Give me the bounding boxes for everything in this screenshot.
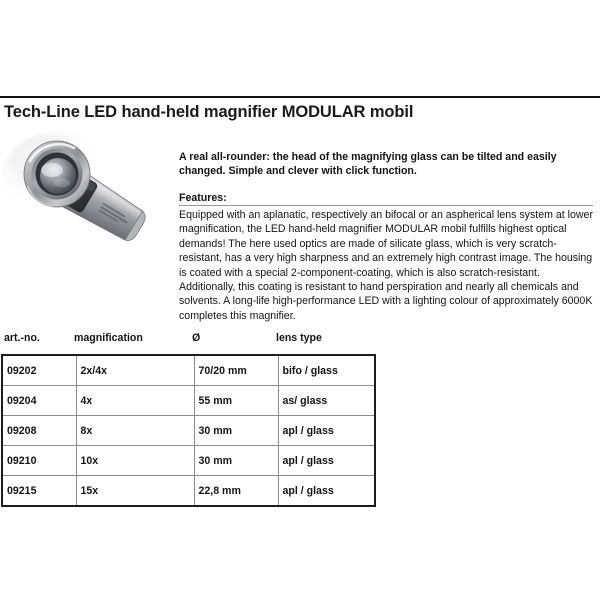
cell-diameter: 30 mm [194, 416, 278, 446]
features-heading: Features: [179, 192, 227, 204]
spec-table [1, 354, 376, 507]
header-divider [0, 96, 600, 98]
table-row [3, 416, 374, 446]
cell-lens-type: bifo / glass [278, 356, 374, 386]
features-divider [179, 205, 593, 206]
column-header-lens-type: lens type [276, 332, 322, 344]
cell-lens-type: apl / glass [278, 416, 374, 446]
cell-lens-type: apl / glass [278, 446, 374, 476]
column-header-art-no: art.-no. [4, 332, 40, 344]
column-header-diameter: Ø [192, 332, 201, 344]
table-row [3, 446, 374, 476]
column-header-magnification: magnification [74, 332, 143, 344]
page-title: Tech-Line LED hand-held magnifier MODULAR mobil [4, 103, 414, 121]
cell-diameter: 55 mm [194, 386, 278, 416]
cell-diameter: 30 mm [194, 446, 278, 476]
cell-diameter: 22,8 mm [194, 476, 278, 506]
cell-art-no: 09202 [3, 356, 76, 386]
cell-magnification: 8x [76, 416, 194, 446]
table-row [3, 476, 374, 506]
features-body-text: Equipped with an aplanatic, respectively an bifocal or an aspherical lens system at lower magnification, the LED hand-held magnifier MODULAR mobil fulfills highest optical demands! The here used optics are made of silicate glass, which is very scratch-resistant, has a very high sharpness and an extremely high contrast image. The housing is coated with a special 2-component-coating, which is also scratch-resistant. Additionally, this coating is resistant to hand perspiration and nearly all chemicals and solvents. A long-life high-performance LED with a lighting colour of approximately 6000K completes this magnifier. [179, 209, 593, 322]
cell-lens-type: as/ glass [278, 386, 374, 416]
cell-magnification: 10x [76, 446, 194, 476]
product-image [0, 131, 175, 263]
cell-magnification: 2x/4x [76, 356, 194, 386]
cell-art-no: 09210 [3, 446, 76, 476]
cell-diameter: 70/20 mm [194, 356, 278, 386]
cell-magnification: 15x [76, 476, 194, 506]
intro-text: A real all-rounder: the head of the magnifying glass can be tilted and easily changed. Simple and clever with click function. [179, 151, 557, 178]
table-row [3, 356, 374, 386]
cell-art-no: 09204 [3, 386, 76, 416]
table-row [3, 386, 374, 416]
cell-magnification: 4x [76, 386, 194, 416]
cell-art-no: 09208 [3, 416, 76, 446]
cell-lens-type: apl / glass [278, 476, 374, 506]
spec-table-header-row [0, 332, 374, 352]
cell-art-no: 09215 [3, 476, 76, 506]
